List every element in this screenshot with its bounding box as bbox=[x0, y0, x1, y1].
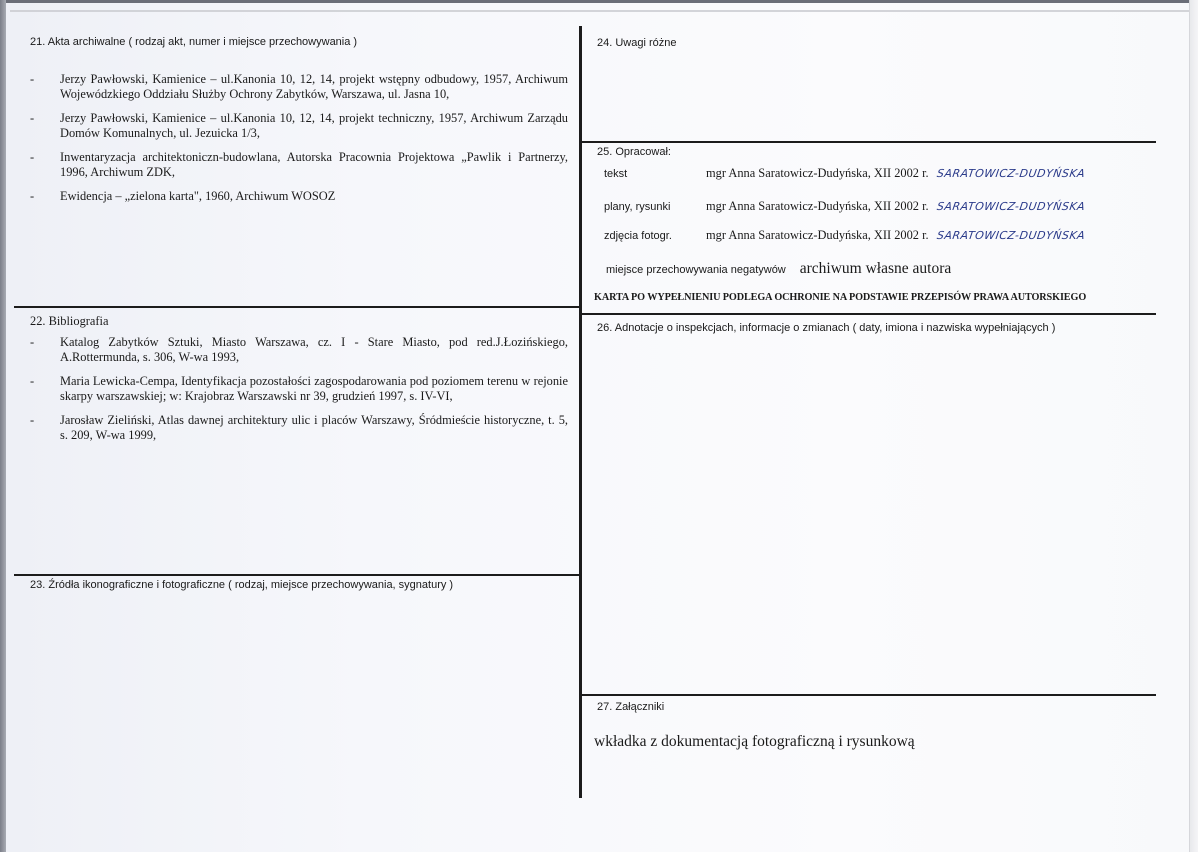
scan-top-edge bbox=[0, 0, 1198, 3]
divider-25-26 bbox=[582, 313, 1156, 315]
list-item: - Jerzy Pawłowski, Kamienice – ul.Kanonia 10, 12, 14, projekt wstępny odbudowy, 1957, Archiwum Wojewódzkiego Oddziału Służby Ochrony Zabytków, Warszawa, ul. Jasna 10, bbox=[30, 72, 568, 101]
section-27-title: 27. Załączniki bbox=[597, 701, 665, 713]
divider-22-23 bbox=[14, 574, 580, 576]
negatives-label: miejsce przechowywania negatywów bbox=[606, 264, 786, 276]
bullet-dash: - bbox=[30, 413, 35, 427]
row-label: tekst bbox=[604, 168, 628, 180]
bullet-dash: - bbox=[30, 111, 35, 125]
divider-26-27 bbox=[582, 694, 1156, 696]
prepared-by-row-photos bbox=[604, 228, 1085, 248]
bullet-dash: - bbox=[30, 72, 35, 86]
list-item: - Jarosław Zieliński, Atlas dawnej architektury ulic i placów Warszawy, Śródmieście historyczne, t. 5, s. 209, W-wa 1999, bbox=[30, 413, 568, 442]
section-23-title: 23. Źródła ikonograficzne i fotograficzne ( rodzaj, miejsce przechowywania, sygnatury ) bbox=[30, 579, 454, 591]
section-21-title: 21. Akta archiwalne ( rodzaj akt, numer i miejsce przechowywania ) bbox=[30, 36, 358, 48]
handwritten-signature: SARATOWICZ-DUDYŃSKA bbox=[935, 229, 1086, 242]
section-25-title: 25. Opracował: bbox=[597, 146, 671, 158]
list-item: - Jerzy Pawłowski, Kamienice – ul.Kanonia 10, 12, 14, projekt techniczny, 1957, Archiwum Zarządu Domów Komunalnych, ul. Jezuicka 1/3, bbox=[30, 111, 568, 140]
bullet-dash: - bbox=[30, 374, 35, 388]
negatives-value: archiwum własne autora bbox=[799, 260, 952, 277]
handwritten-signature: SARATOWICZ-DUDYŃSKA bbox=[935, 200, 1086, 213]
divider-21-22 bbox=[14, 306, 580, 308]
scan-right-edge bbox=[1189, 0, 1198, 852]
list-item: - Inwentaryzacja architektoniczn-budowlana, Autorska Pracownia Projektowa „Pawlik i Partnerzy, 1996, Archiwum ZDK, bbox=[30, 150, 568, 179]
bibliography-list bbox=[22, 335, 568, 452]
scan-left-edge bbox=[0, 0, 6, 852]
handwritten-signature: SARATOWICZ-DUDYŃSKA bbox=[935, 167, 1086, 180]
negatives-storage-row bbox=[606, 260, 951, 280]
row-value: mgr Anna Saratowicz-Dudyńska, XII 2002 r. bbox=[706, 199, 929, 213]
section-22-title: 22. Bibliografia bbox=[30, 314, 109, 328]
attachments-content: wkładka z dokumentacją fotograficzną i rysunkową bbox=[594, 733, 915, 750]
row-label: plany, rysunki bbox=[604, 201, 671, 213]
list-item: - Katalog Zabytków Sztuki, Miasto Warszawa, cz. I - Stare Miasto, pod red.J.Łozińskiego, A.Rottermunda, s. 306, W-wa 1993, bbox=[30, 335, 568, 364]
prepared-by-row-drawings bbox=[604, 199, 1085, 219]
list-item: - Ewidencja – „zielona karta", 1960, Archiwum WOSOZ bbox=[30, 189, 336, 203]
row-value: mgr Anna Saratowicz-Dudyńska, XII 2002 r. bbox=[706, 166, 929, 180]
section-24-title: 24. Uwagi różne bbox=[597, 37, 677, 49]
copyright-notice: KARTA PO WYPEŁNIENIU PODLEGA OCHRONIE NA PODSTAWIE PRZEPISÓW PRAWA AUTORSKIEGO bbox=[594, 292, 1087, 303]
row-value: mgr Anna Saratowicz-Dudyńska, XII 2002 r. bbox=[706, 228, 929, 242]
bullet-dash: - bbox=[30, 335, 35, 349]
prepared-by-row-text bbox=[604, 166, 1085, 186]
section-26-title: 26. Adnotacje o inspekcjach, informacje o zmianach ( daty, imiona i nazwiska wypełniających ) bbox=[597, 322, 1056, 334]
bullet-dash: - bbox=[30, 150, 35, 164]
scan-fold-line bbox=[10, 10, 1190, 12]
row-label: zdjęcia fotogr. bbox=[604, 230, 672, 242]
bullet-dash: - bbox=[30, 189, 35, 203]
list-item: - Maria Lewicka-Cempa, Identyfikacja pozostałości zagospodarowania pod poziomem terenu w rejonie skarpy warszawskiej; w: Krajobraz Warszawski nr 39, grudzień 1997, s. IV-VI, bbox=[30, 374, 568, 403]
archival-records-list bbox=[22, 72, 568, 213]
divider-24-25 bbox=[582, 141, 1156, 143]
